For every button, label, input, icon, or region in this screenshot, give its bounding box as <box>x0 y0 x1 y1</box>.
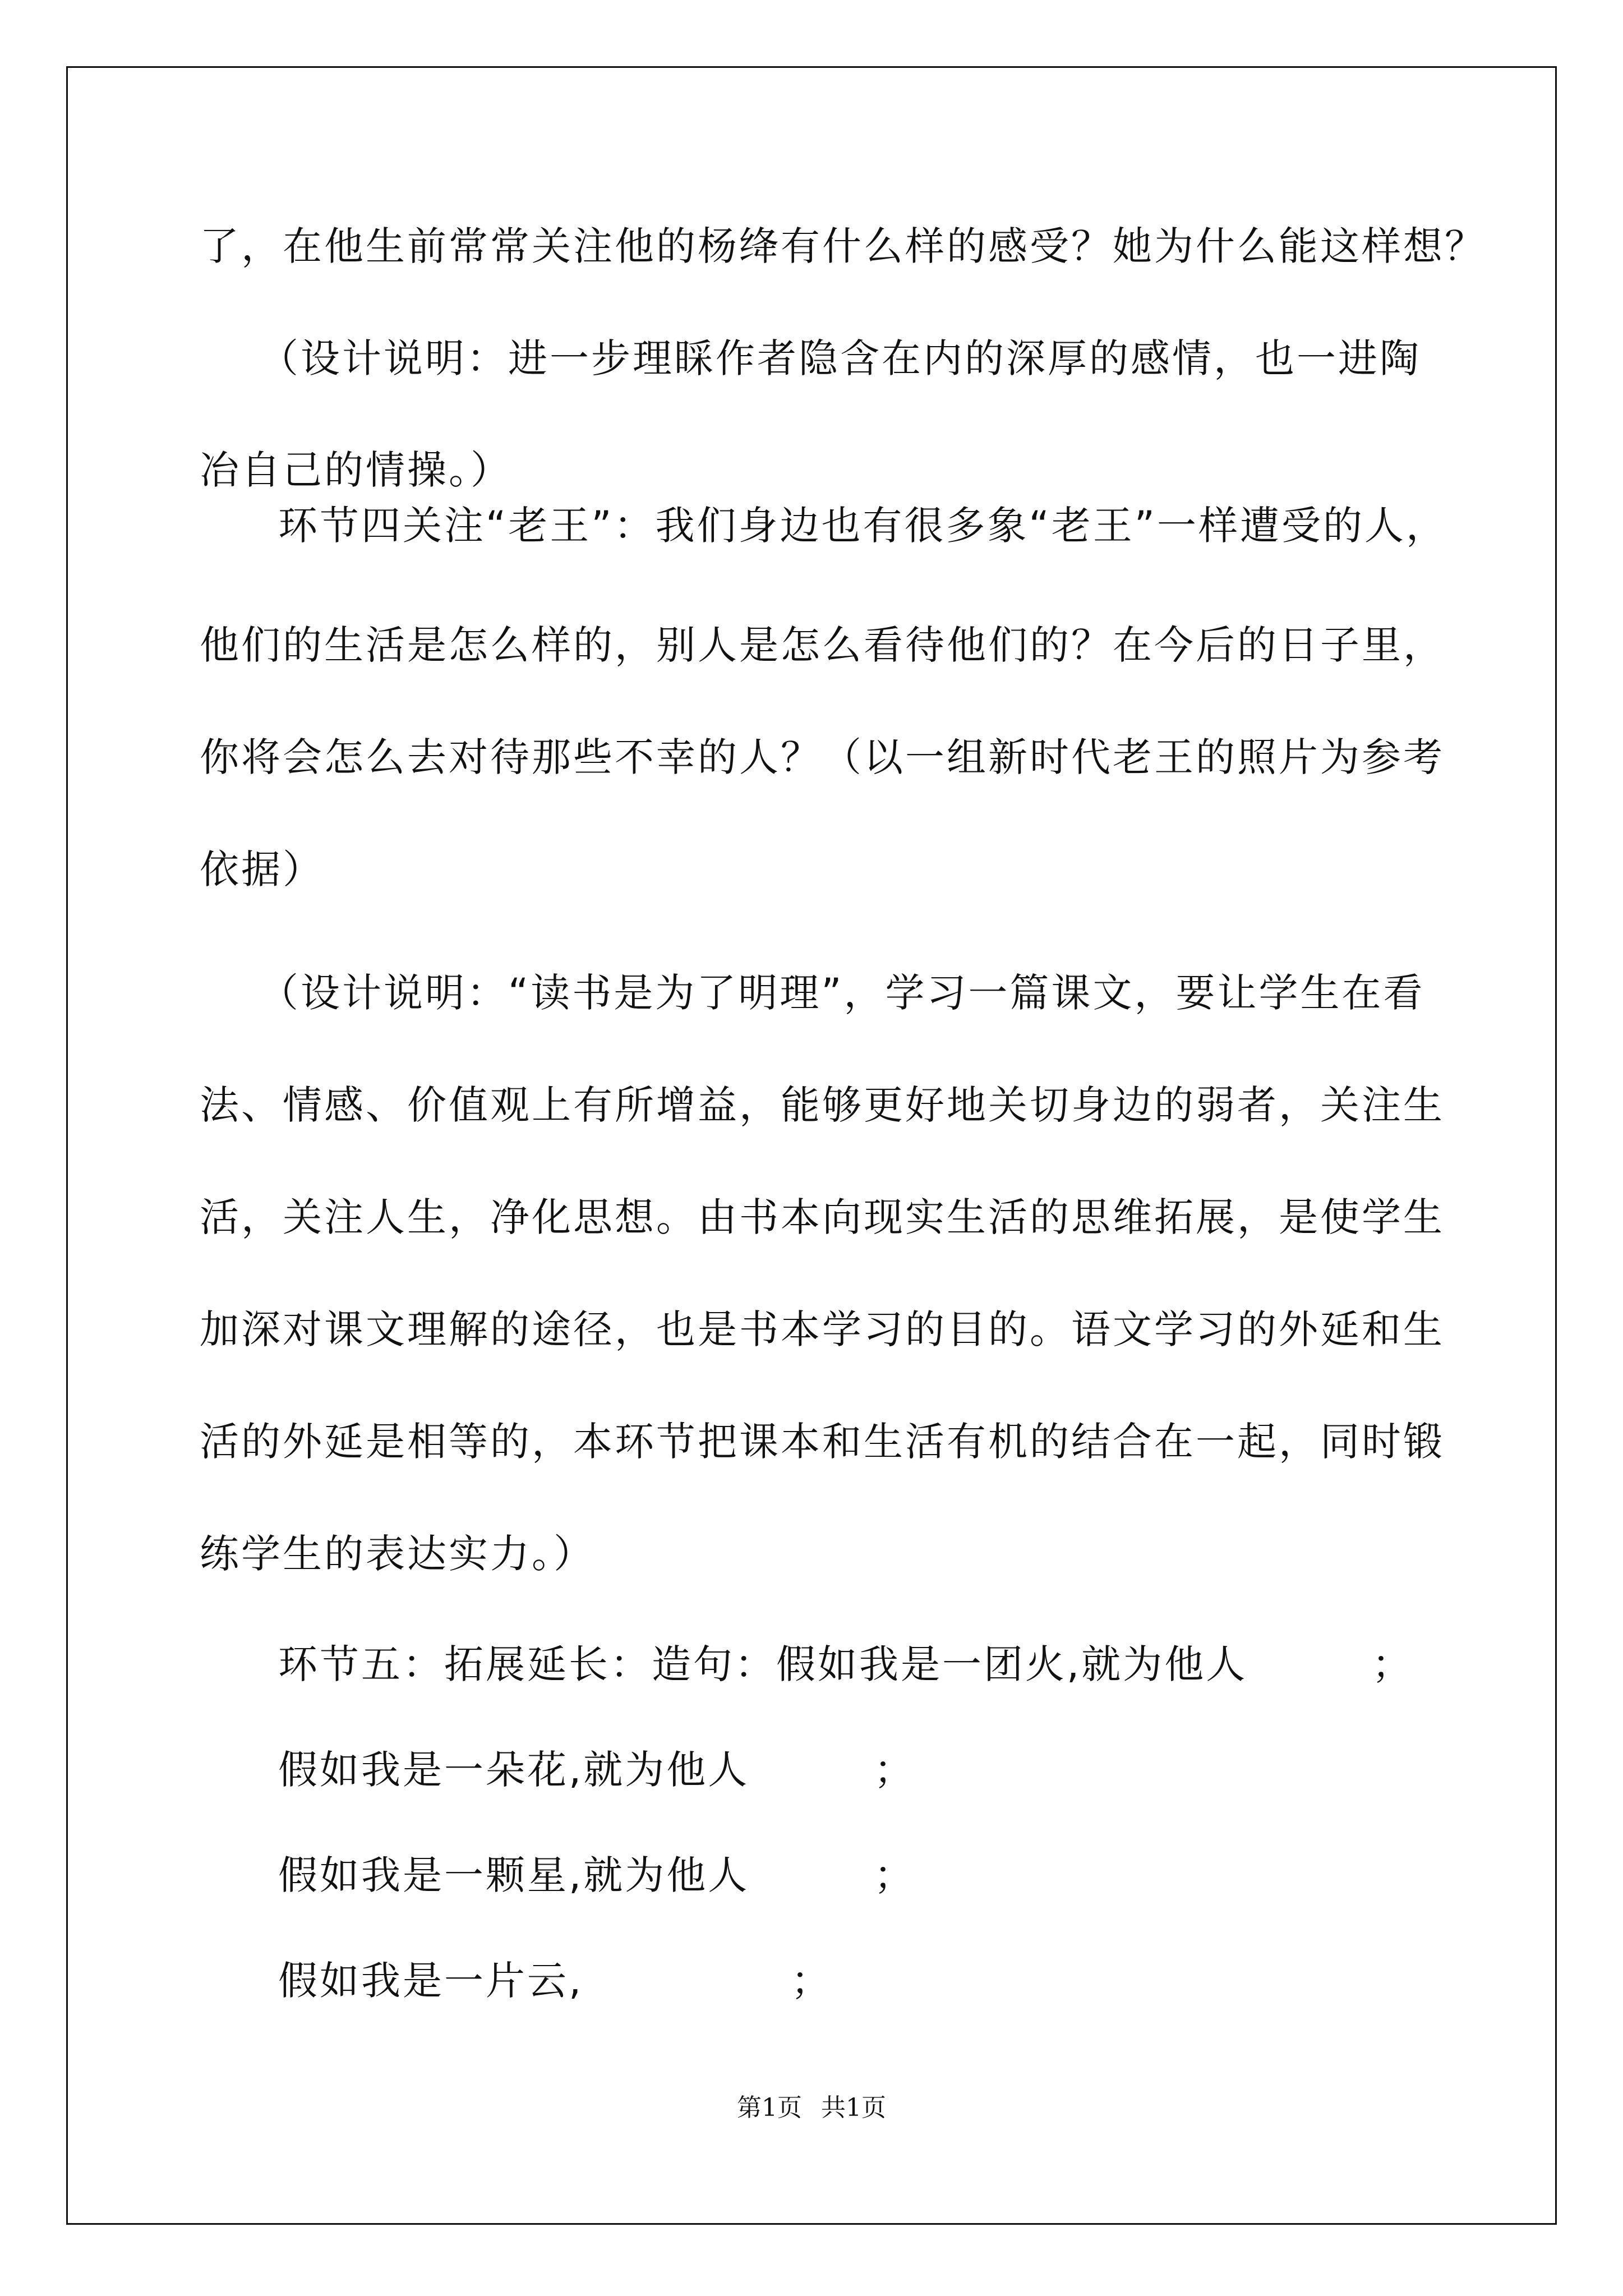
text-line: 你将会怎么去对待那些不幸的人？（以一组新时代老王的照片为参考 <box>200 734 1445 780</box>
page-footer <box>0 2091 1623 2125</box>
text-line: 依据） <box>200 846 324 892</box>
page-border <box>66 66 1557 2225</box>
text-line: 他们的生活是怎么样的，别人是怎么看待他们的？在今后的日子里， <box>200 622 1445 668</box>
text-line: 假如我是一片云, ； <box>278 1958 833 2004</box>
text-line: 活的外延是相等的，本环节把课本和生活有机的结合在一起，同时锻 <box>200 1419 1445 1465</box>
text-line: 法、情感、价值观上有所增益，能够更好地关切身边的弱者，关注生 <box>200 1082 1445 1128</box>
text-line: 练学生的表达实力。） <box>200 1531 595 1577</box>
text-line: 环节四关注“老王”：我们身边也有很多象“老王”一样遭受的人， <box>278 503 1448 549</box>
text-line: （设计说明：“读书是为了明理”，学习一篇课文，要让学生在看 <box>259 970 1425 1016</box>
text-line: 了，在他生前常常关注他的杨绛有什么样的感受？她为什么能这样想？ <box>200 223 1486 269</box>
text-line: 冶自己的情操。） <box>200 447 512 493</box>
text-line: 环节五：拓展延长：造句：假如我是一团火,就为他人 ； <box>278 1641 1414 1687</box>
text-line: 加深对课文理解的途径，也是书本学习的目的。语文学习的外延和生 <box>200 1306 1445 1352</box>
page-number-current: 第1页 <box>737 2093 802 2122</box>
text-line: （设计说明：进一步理睬作者隐含在内的深厚的感情，也一进陶 <box>259 335 1421 381</box>
text-line: 活，关注人生，净化思想。由书本向现实生活的思维拓展，是使学生 <box>200 1194 1445 1240</box>
page-number-total: 共1页 <box>821 2093 886 2122</box>
text-line: 假如我是一颗星,就为他人 ； <box>278 1852 916 1898</box>
text-line: 假如我是一朵花,就为他人 ； <box>278 1747 916 1793</box>
